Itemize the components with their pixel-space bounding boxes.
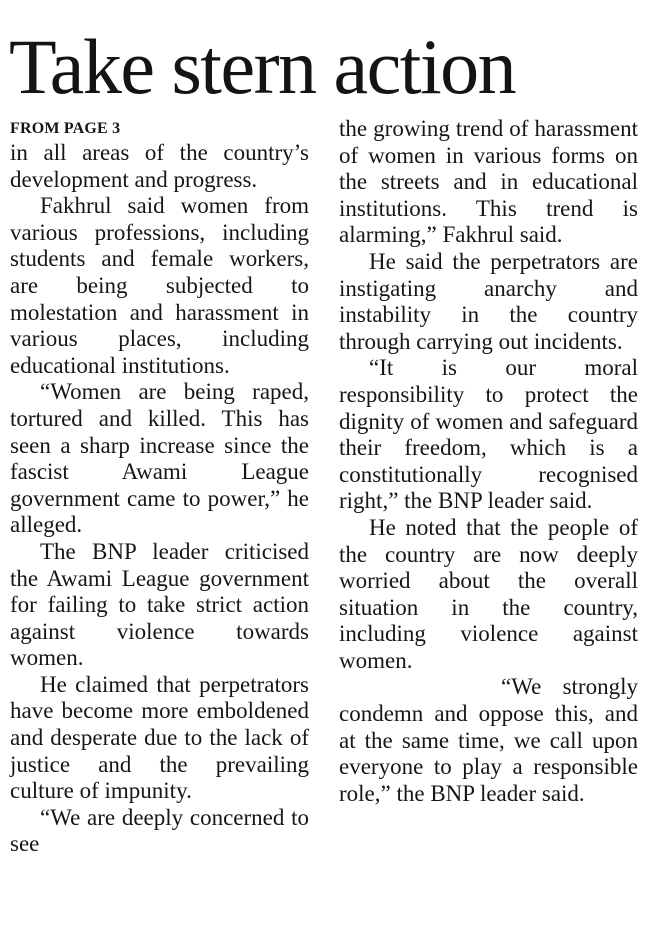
paragraph: He said the perpetrators are instigating anarchy and instability in the country through carrying out incidents.	[339, 248, 638, 354]
paragraph: the growing trend of harassment of women in various forms on the streets and in educational institutions. This trend is alarming,” Fakhrul said.	[339, 116, 638, 248]
paragraph: “We are deeply concerned to see	[10, 804, 309, 857]
article-column-left	[10, 118, 309, 858]
paragraph: “Women are being raped, tortured and killed. This has seen a sharp increase since the fascist Awami League government came to power,” he alleged.	[10, 379, 309, 538]
article-column-right	[339, 116, 638, 807]
paragraph: Fakhrul said women from various professions, including students and female workers, are being subjected to molestation and harassment in various places, including educational institutions.	[10, 193, 309, 378]
paragraph: He noted that the people of the country are now deeply worried about the overall situation in the country, including violence against women.	[339, 514, 638, 673]
paragraph: in all areas of the country’s development and progress.	[10, 140, 309, 192]
paragraph: The BNP leader criticised the Awami League government for failing to take strict action against violence towards women.	[10, 538, 309, 671]
paragraph: “We strongly condemn and oppose this, and at the same time, we call upon everyone to play a responsible role,” the BNP leader said.	[339, 674, 638, 806]
continuation-kicker: FROM PAGE 3	[10, 120, 121, 137]
paragraph: He claimed that perpetrators have become more emboldened and desperate due to the lack of justice and the prevailing culture of impunity.	[10, 671, 309, 804]
paragraph: “It is our moral responsibility to protect the dignity of women and safeguard their freedom, which is a constitutionally recognised right,” the BNP leader said.	[339, 355, 638, 514]
headline: Take stern action	[9, 23, 516, 110]
